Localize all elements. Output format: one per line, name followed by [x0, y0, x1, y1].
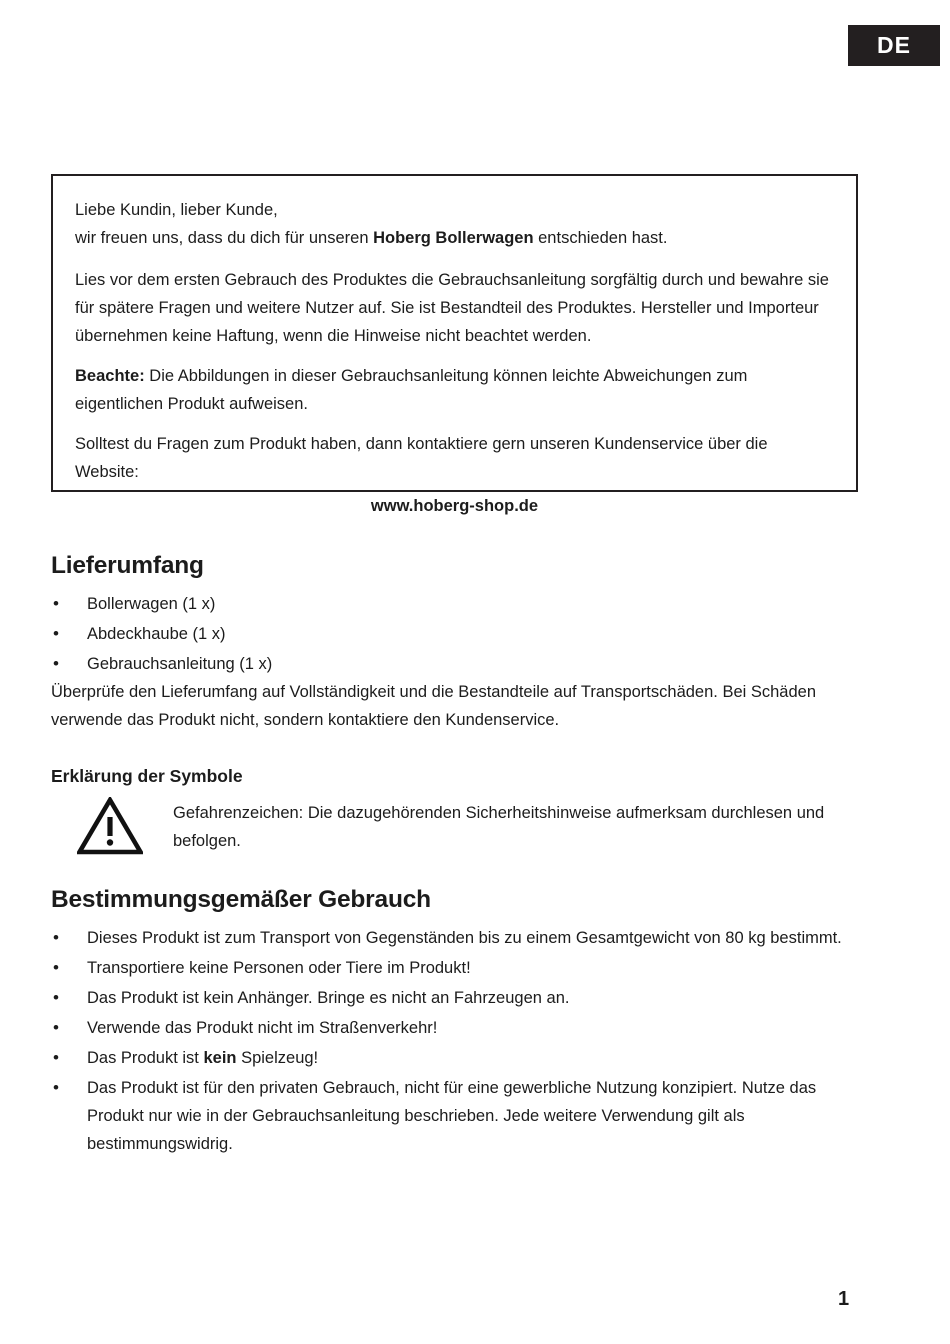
list-item-label: Bollerwagen (1 x) [87, 595, 216, 613]
list-item-label: Dieses Produkt ist zum Transport von Gegenständen bis zu einem Gesamtgewicht von 80 kg bestimmt. [87, 929, 842, 947]
intro-welcome-post: entschieden hast. [533, 229, 668, 247]
intro-note-label: Beachte: [75, 367, 145, 385]
list-item-label: Transportiere keine Personen oder Tiere im Produkt! [87, 959, 471, 977]
page-number: 1 [838, 1288, 850, 1310]
intro-box-content [53, 176, 856, 520]
list-item-emphasis: kein [203, 1049, 237, 1067]
list-item-label: Das Produkt ist [87, 1049, 204, 1067]
list-item [51, 620, 861, 648]
list-item-label: Gebrauchsanleitung (1 x) [87, 655, 273, 673]
intro-note [75, 362, 834, 418]
intro-read-instructions: Lies vor dem ersten Gebrauch des Produktes die Gebrauchsanleitung sorgfältig durch und bewahre sie für spätere Fragen und weitere Nutzer auf. Sie ist Bestandteil des Produktes. Hersteller und Importeur übernehmen keine Haftung, wenn die Hinweise nicht beachtet werden. [75, 271, 829, 345]
list-item [51, 984, 861, 1012]
product-name: Hoberg Bollerwagen [373, 229, 534, 247]
intended-use-heading: Bestimmungsgemäßer Gebrauch [51, 886, 431, 913]
website-link[interactable]: www.hoberg-shop.de [370, 497, 539, 515]
list-item [51, 590, 861, 618]
list-item [51, 650, 861, 678]
list-item [51, 1074, 861, 1158]
intro-welcome-line [75, 224, 834, 252]
scope-of-delivery-heading: Lieferumfang [51, 552, 204, 579]
warning-triangle-icon [77, 797, 143, 860]
section-intended-use [51, 886, 861, 1160]
scope-of-delivery-note-block [51, 678, 861, 734]
intro-contact: Solltest du Fragen zum Produkt haben, dann kontaktiere gern unseren Kundenservice über die Website: [75, 435, 768, 481]
intro-salutation: Liebe Kundin, lieber Kunde, [75, 201, 278, 219]
section-symbols [51, 766, 861, 860]
section-scope-of-delivery [51, 552, 861, 680]
symbols-heading: Erklärung der Symbole [51, 766, 243, 786]
intro-note-text: Die Abbildungen in dieser Gebrauchsanleitung können leichte Abweichungen zum eigentlichen Produkt aufweisen. [75, 367, 748, 413]
intro-box [51, 174, 858, 515]
intended-use-list [51, 924, 861, 1158]
list-item [51, 1014, 861, 1042]
scope-of-delivery-list [51, 590, 861, 678]
list-item-label: Das Produkt ist für den privaten Gebrauch, nicht für eine gewerbliche Nutzung konzipiert. Nutze das Produkt nur wie in der Gebrauchsanleitung beschrieben. Jede weitere Verwendung gilt als bestimmungswidrig. [87, 1079, 817, 1153]
list-item-label-post: Spielzeug! [236, 1049, 319, 1067]
scope-of-delivery-note: Überprüfe den Lieferumfang auf Vollständigkeit und die Bestandteile auf Transportschäden. Bei Schäden verwende das Produkt nicht, sondern kontaktiere den Kundenservice. [51, 683, 817, 729]
list-item-label: Das Produkt ist kein Anhänger. Bringe es nicht an Fahrzeugen an. [87, 989, 570, 1007]
list-item [51, 954, 861, 982]
list-item-label: Verwende das Produkt nicht im Straßenverkehr! [87, 1019, 438, 1037]
intro-welcome-pre: wir freuen uns, dass du dich für unseren [75, 229, 374, 247]
language-badge [848, 25, 940, 66]
language-badge-label: DE [877, 32, 911, 58]
list-item-label: Abdeckhaube (1 x) [87, 625, 226, 643]
list-item [51, 1044, 861, 1072]
symbol-explanation-row [51, 795, 861, 860]
list-item [51, 924, 861, 952]
warning-symbol-description: Gefahrenzeichen: Die dazugehörenden Sicherheitshinweise aufmerksam durchlesen und befolgen. [173, 804, 825, 850]
